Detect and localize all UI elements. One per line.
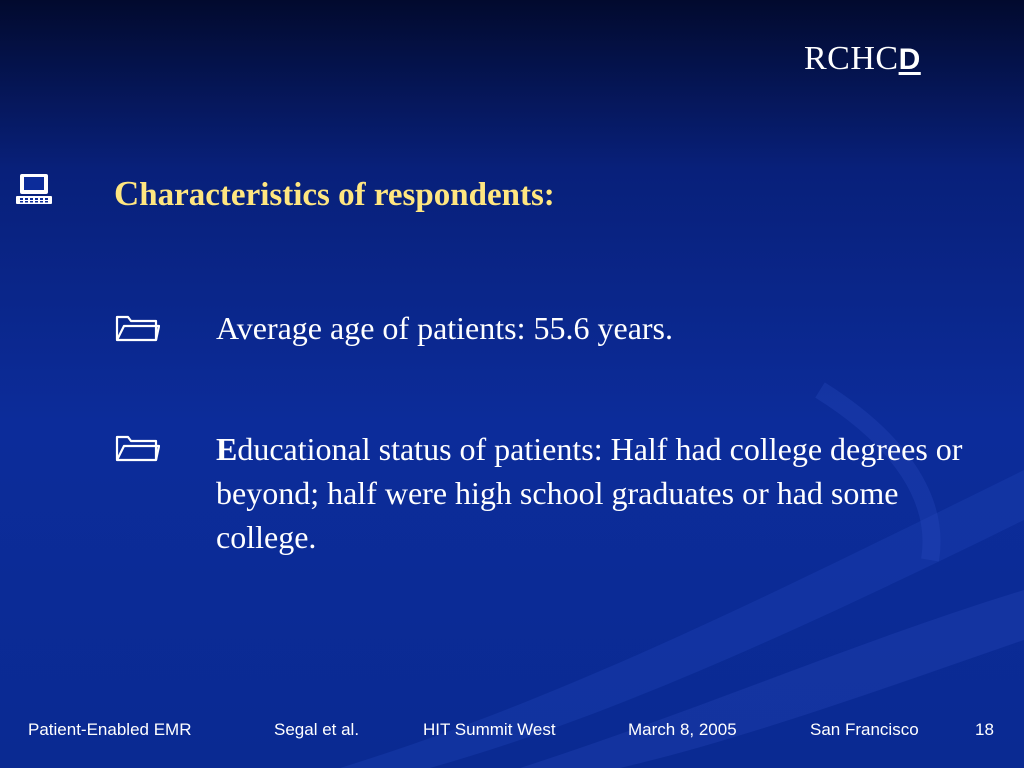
bullet-educational-status	[216, 427, 996, 559]
bullet-text: Average age of patients: 55.6 years.	[216, 310, 673, 346]
computer-icon	[14, 172, 54, 206]
rchcd-logo	[804, 40, 921, 78]
empty-folder-icon	[114, 313, 160, 343]
empty-folder-icon	[114, 433, 160, 463]
footer-title: Patient-Enabled EMR	[28, 720, 192, 739]
footer-location: San Francisco	[810, 720, 919, 739]
bullet-average-age	[216, 306, 996, 350]
heading-text: haracteristics of respondents:	[139, 177, 555, 213]
bullet-text: ducational status of patients: Half had college degrees or beyond; half were high school graduates or had some college.	[216, 431, 963, 555]
footer-authors: Segal et al.	[274, 720, 360, 739]
footer-event: HIT Summit West	[423, 720, 556, 739]
footer-date: March 8, 2005	[628, 720, 737, 739]
logo-main-text: RCHC	[804, 40, 899, 77]
bullet-first-letter: E	[216, 431, 238, 467]
heading-first-letter: C	[114, 174, 140, 213]
footer-page-number: 18	[975, 720, 994, 739]
slide-heading	[114, 174, 555, 214]
logo-accent-letter: D	[898, 43, 921, 76]
